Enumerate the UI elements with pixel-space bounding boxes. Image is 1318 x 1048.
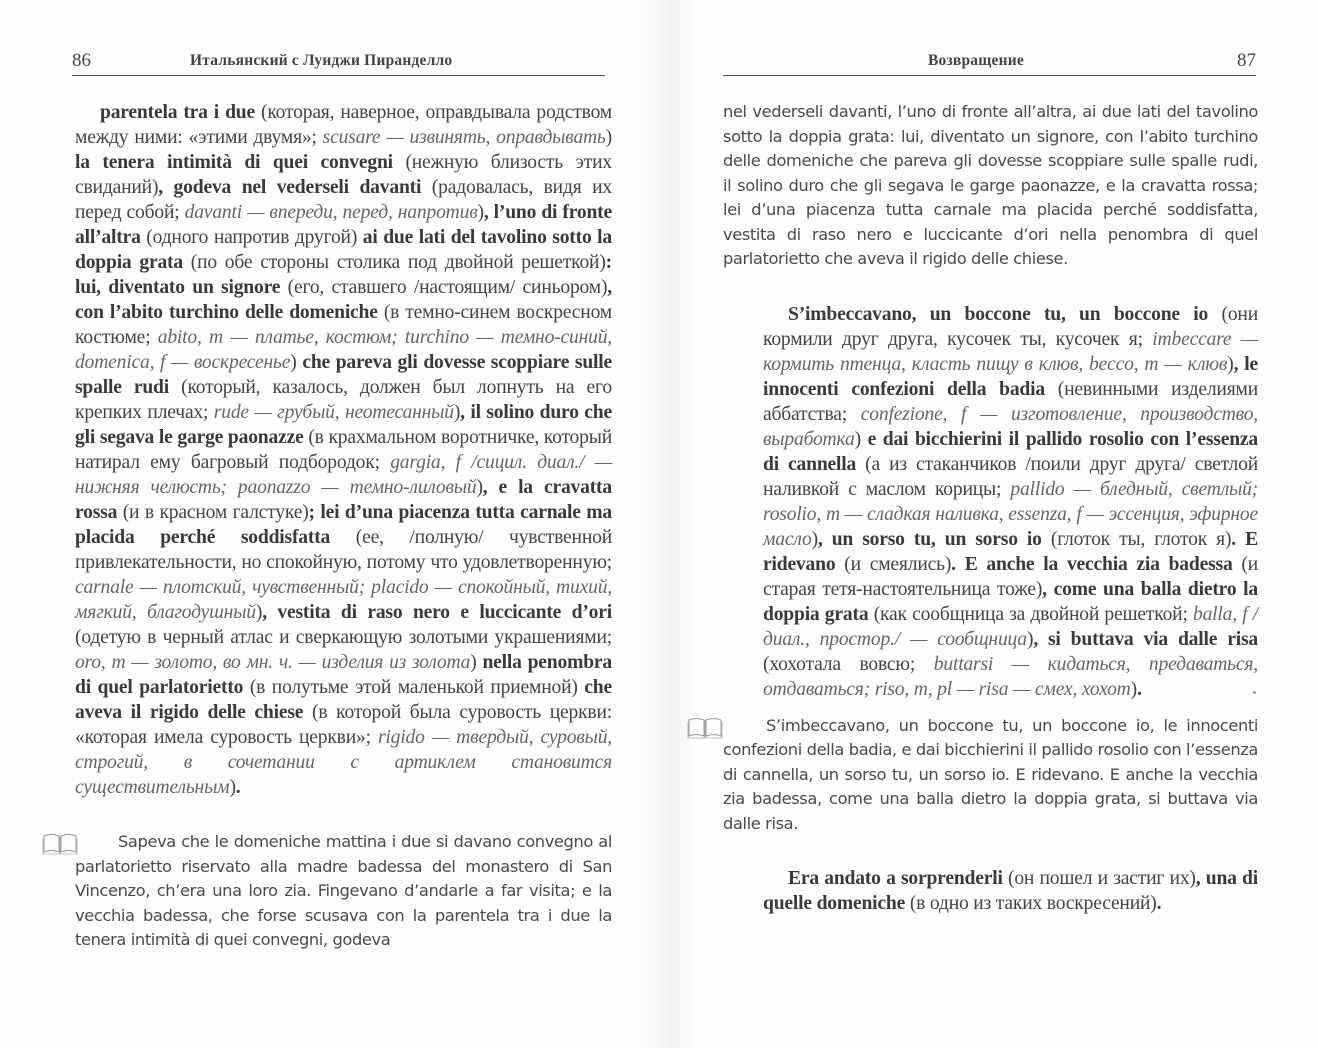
paragraph-spacer	[723, 702, 1258, 714]
russian-translation: (в которой была суровость церкви: «которая имела суровость церкви»;	[75, 702, 612, 748]
right-page	[660, 0, 1318, 1048]
russian-translation: (по обе стороны столика под двойной решеткой)	[182, 252, 606, 273]
italian-phrase: nella penombra di quel parlatorietto	[75, 652, 612, 698]
paragraph-spacer	[75, 800, 612, 830]
vocabulary-gloss: imbeccare — кормить птенца, класть пищу в клюв, becco, m — клюв	[763, 328, 1258, 375]
vocabulary-gloss: rigido — твердый, суровый, строгий, в сочетании с артиклем становится существительным	[75, 727, 612, 798]
russian-translation: (радовалась, видя их перед собой;	[75, 177, 612, 223]
open-book-icon	[687, 716, 723, 740]
russian-translation: )	[605, 127, 612, 148]
russian-translation: (а из стаканчиков /поили друг друга/ светлой наливкой с маслом корицы;	[763, 453, 1258, 500]
russian-translation: (они кормили друг друга, кусочек ты, кусочек я;	[763, 303, 1258, 350]
italian-phrase: Era andato a sorprenderli	[788, 868, 1003, 889]
italian-phrase: , una di quelle domeniche	[763, 868, 1258, 914]
italian-phrase: che pareva gli dovesse scoppiare sulle spalle rudi	[75, 352, 612, 398]
vocabulary-gloss: scusare — извинять, оправдывать	[322, 127, 606, 148]
italian-phrase: , le innocenti confezioni della badia	[763, 353, 1259, 400]
russian-translation: (одного напротив другой)	[140, 227, 363, 248]
russian-translation: (как сообщница за двойной решеткой;	[868, 603, 1193, 625]
italian-phrase: parentela tra i due	[100, 102, 255, 123]
italian-phrase: la tenera intimità di quei convegni	[75, 152, 393, 173]
right-running-head	[723, 48, 1256, 74]
left-text-column	[75, 100, 612, 953]
italian-phrase: , si buttava via dalle risa	[1033, 628, 1258, 650]
original-text-continuation: nel vederseli davanti, l’uno di fronte all’altra, ai due lati del tavolino sotto la doppia grata: lui, diventato un signore, con l’abito turchino delle domeniche che pareva gli dovesse scoppiare sulle spalle rudi, il solino duro che gli segava le garge paonazze, e la cravatta rossa; lei d’una piacenza tutta carnale ma placida perché soddisfatta, vestita di raso nero e luccicante d’ori nella penombra di quel parlatorietto che aveva il rigido delle chiese.	[723, 102, 1258, 268]
russian-translation: (одетую в черный атлас и сверкающую золотыми украшениями;	[75, 627, 612, 648]
italian-phrase: , come una balla dietro la doppia grata	[763, 578, 1258, 625]
left-running-head	[72, 48, 605, 74]
original-text-paragraph: Sapeva che le domeniche mattina i due si davano convegno al parlatorietto riservato alla madre badessa del monastero di San Vincenzo, ch’era una loro zia. Fingevano d’andarle a far visita; e la vecchia badessa, che forse scusava con la parentela tra i due la tenera intimità di quei convegni, godeva	[75, 832, 612, 949]
running-title: Итальянский с Луиджи Пиранделло	[190, 52, 453, 69]
header-rule	[72, 75, 605, 76]
russian-translation: (в темно-синем воскресном костюме;	[75, 302, 612, 348]
russian-translation: (и в красном галстуке)	[117, 502, 309, 523]
italian-phrase: S’imbeccavano, un boccone tu, un boccone io	[788, 303, 1209, 325]
running-title: Возвращение	[928, 52, 1024, 69]
russian-translation: (ее, /полную/ чувственной привлекательности, но спокойную, потому что удовлетворенную;	[75, 527, 612, 573]
paragraph-spacer	[723, 836, 1258, 866]
italian-phrase: , l’uno di fronte all’altra	[75, 202, 612, 248]
vocabulary-gloss: balla, f /диал., простор./ — сообщница	[763, 603, 1258, 650]
russian-translation: )	[476, 477, 483, 498]
vocabulary-gloss: abito, m — платье, костюм; turchino — темно-синий, domenica, f — воскресенье	[75, 327, 612, 373]
page-number: 86	[72, 50, 91, 71]
italian-phrase: . E ridevano	[763, 528, 1258, 575]
print-speck	[1253, 691, 1256, 694]
italian-phrase: , un sorso tu, un sorso io	[817, 528, 1042, 550]
right-text-column	[723, 100, 1258, 916]
vocabulary-gloss: rude — грубый, неотесанный	[213, 402, 454, 423]
russian-translation: (глоток ты, глоток я)	[1041, 528, 1232, 550]
original-text-section	[723, 714, 1258, 837]
vocabulary-gloss: oro, m — золото, во мн. ч. — изделия из золота	[75, 652, 471, 673]
russian-translation: (в крахмальном воротничке, который натирал ему багровый подбородок;	[75, 427, 613, 473]
italian-phrase: , con l’abito turchino delle domeniche	[75, 277, 612, 323]
russian-translation: )	[290, 352, 303, 373]
paragraph-spacer	[723, 272, 1258, 302]
page-number: 87	[1237, 50, 1256, 71]
russian-translation: (в полутьме этой маленькой приемной)	[243, 677, 585, 698]
italian-phrase: , il solino duro che gli segava le garge paonazze	[75, 402, 612, 448]
vocabulary-gloss: gargia, f /сицил. диал./ — нижняя челюсть; paonazzo — темно-лиловый	[75, 452, 612, 498]
russian-translation: (которая, наверное, оправдывала родством между ними: «этими двумя»;	[75, 102, 612, 148]
russian-translation: )	[470, 652, 483, 673]
russian-translation: (который, казалось, должен был лопнуть на его крепких плечах;	[75, 377, 612, 423]
russian-translation: )	[229, 777, 236, 798]
vocabulary-gloss: buttarsi — кидаться, предаваться, отдаваться; riso, m, pl — risa — смех, хохот	[763, 653, 1258, 700]
russian-translation: (невинными изделиями аббатства;	[763, 378, 1259, 425]
russian-translation: )	[1227, 353, 1234, 375]
italian-phrase: .	[1156, 893, 1162, 914]
russian-translation: )	[1026, 628, 1034, 650]
italian-phrase: .	[1136, 678, 1142, 700]
open-book-icon	[42, 832, 78, 856]
russian-translation: (он пошел и застиг их)	[1002, 868, 1196, 889]
russian-translation: (и смеялись)	[835, 553, 952, 575]
original-text-paragraph: S’imbeccavano, un boccone tu, un boccone io, le innocenti confezioni della badia, e dai bicchierini il pallido rosolio con l’essenza di cannella, un sorso tu, un sorso io. E ridevano. E anche la vecchia zia badessa, come una balla dietro la doppia grata, si buttava via dalle risa.	[723, 715, 1258, 833]
original-text-section	[75, 830, 612, 953]
annotated-paragraph	[763, 866, 1258, 916]
russian-translation: )	[811, 528, 818, 550]
italian-phrase: . E anche la vecchia zia badessa	[951, 553, 1233, 575]
italian-phrase: .	[235, 777, 241, 798]
russian-translation: )	[453, 402, 461, 423]
vocabulary-gloss: pallido — бледный, светлый; rosolio, m — сладкая наливка, essenza, f — эссенция, эфирное масло	[763, 478, 1258, 550]
russian-translation: )	[477, 202, 484, 223]
italian-phrase: : lui, diventato un signore	[75, 252, 612, 298]
russian-translation: )	[255, 602, 263, 623]
russian-translation: )	[1130, 678, 1137, 700]
russian-translation: (хохотала вовсю;	[763, 653, 934, 675]
italian-phrase: , godeva nel vederseli davanti	[158, 177, 422, 198]
russian-translation: (и старая тетя-настоятельница тоже)	[763, 553, 1259, 600]
italian-phrase: ; lei d’una piacenza tutta carnale ma placida perché soddisfatta	[75, 502, 612, 548]
italian-phrase: che aveva il rigido delle chiese	[75, 677, 612, 723]
vocabulary-gloss: davanti — впереди, перед, напротив	[184, 202, 478, 223]
vocabulary-gloss: carnale — плотский, чувственный; placido — спокойный, тихий, мягкий, благодушный	[75, 577, 612, 623]
italian-phrase: , e la cravatta rossa	[75, 477, 612, 523]
italian-phrase: e dai bicchierini il pallido rosolio con l’essenza di cannella	[763, 428, 1258, 475]
annotated-paragraph	[75, 100, 612, 800]
vocabulary-gloss: confezione, f — изготовление, производство, выработка	[763, 403, 1258, 450]
annotated-paragraph	[763, 302, 1258, 702]
italian-phrase: ai due lati del tavolino sotto la doppia grata	[75, 227, 612, 273]
italian-phrase: , vestita di raso nero e luccicante d’ori	[262, 602, 612, 623]
header-rule	[723, 75, 1256, 76]
russian-translation: (в одно из таких воскресений)	[905, 893, 1157, 914]
russian-translation: )	[854, 428, 868, 450]
russian-translation: (нежную близость этих свиданий)	[75, 152, 612, 198]
russian-translation: (его, ставшего /настоящим/ синьором)	[280, 277, 608, 298]
